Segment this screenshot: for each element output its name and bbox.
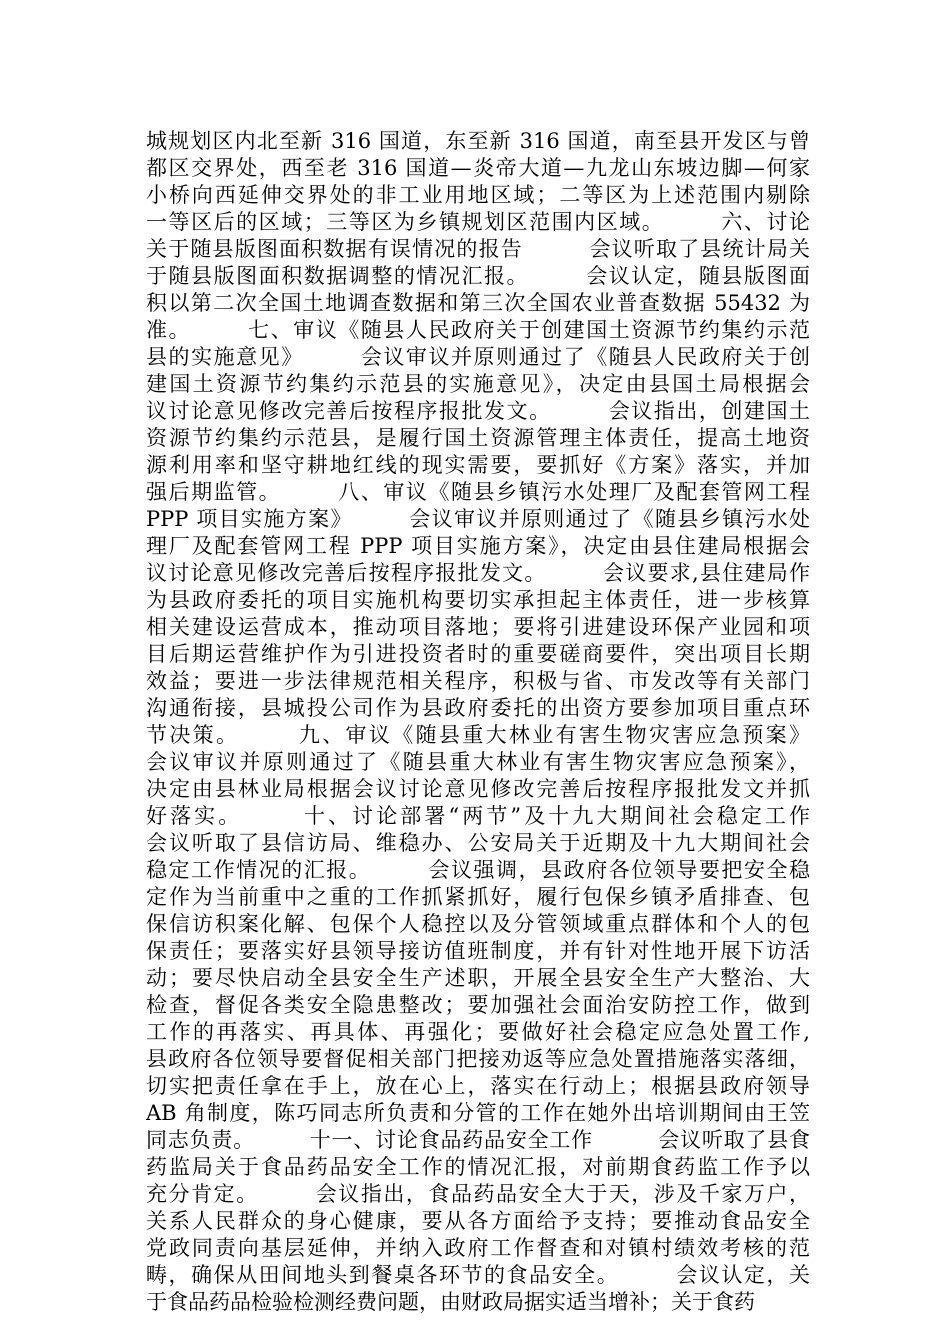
text-line: AB 角制度，陈巧同志所负责和分管的工作在她外出培训期间由王笠 <box>146 1101 810 1125</box>
text-line: 保信访积案化解、包保个人稳控以及分管领域重点群体和个人的包 <box>146 912 810 936</box>
text-line: 于食品药品检验检测经费问题，由财政局据实适当增补；关于食药 <box>146 1290 755 1314</box>
text-line: 畴，确保从田间地头到餐桌各环节的食品安全。 会议认定，关 <box>146 1263 810 1287</box>
text-line: PPP 项目实施方案》 会议审议并原则通过了《随县乡镇污水处 <box>146 507 810 531</box>
text-line: 药监局关于食品药品安全工作的情况汇报，对前期食药监工作予以 <box>146 1155 810 1179</box>
text-line: 党政同责向基层延伸，并纳入政府工作督查和对镇村绩效考核的范 <box>146 1236 810 1260</box>
text-line: 小桥向西延伸交界处的非工业用地区域；二等区为上述范围内剔除 <box>146 183 810 207</box>
text-line: 工作的再落实、再具体、再强化；要做好社会稳定应急处置工作, <box>146 1020 810 1044</box>
text-line: 动；要尽快启动全县安全生产述职，开展全县安全生产大整治、大 <box>146 966 810 990</box>
text-line: 议讨论意见修改完善后按程序报批发文。 会议要求,县住建局作 <box>146 561 810 585</box>
body-text <box>146 128 810 1316</box>
text-line: 稳定工作情况的汇报。 会议强调，县政府各位领导要把安全稳 <box>146 858 810 882</box>
text-line: 目后期运营维护作为引进投资者时的重要磋商要件，突出项目长期 <box>146 642 810 666</box>
text-line: 充分肯定。 会议指出，食品药品安全大于天，涉及千家万户， <box>146 1182 810 1206</box>
text-line: 决定由县林业局根据会议讨论意见修改完善后按程序报批发文并抓 <box>146 777 810 801</box>
text-line: 保责任；要落实好县领导接访值班制度，并有针对性地开展下访活 <box>146 939 810 963</box>
text-line: 都区交界处，西至老 316 国道—炎帝大道—九龙山东坡边脚—何家 <box>146 156 810 180</box>
text-line: 建国土资源节约集约示范县的实施意见》，决定由县国土局根据会 <box>146 372 810 396</box>
text-line: 同志负责。 十一、讨论食品药品安全工作 会议听取了县食 <box>146 1128 810 1152</box>
text-line: 相关建设运营成本，推动项目落地；要将引进建设环保产业园和项 <box>146 615 810 639</box>
text-line: 县政府各位领导要督促相关部门把接劝返等应急处置措施落实落细， <box>146 1047 810 1071</box>
text-line: 准。 七、审议《随县人民政府关于创建国土资源节约集约示范 <box>146 318 810 342</box>
text-line: 定作为当前重中之重的工作抓紧抓好，履行包保乡镇矛盾排查、包 <box>146 885 810 909</box>
text-line: 县的实施意见》 会议审议并原则通过了《随县人民政府关于创 <box>146 345 810 369</box>
text-line: 城规划区内北至新 316 国道，东至新 316 国道，南至县开发区与曾 <box>146 129 810 153</box>
text-line: 源利用率和坚守耕地红线的现实需要，要抓好《方案》落实，并加 <box>146 453 810 477</box>
text-line: 积以第二次全国土地调查数据和第三次全国农业普查数据 55432 为 <box>146 291 810 315</box>
text-line: 节决策。 九、审议《随县重大林业有害生物灾害应急预案》 <box>146 723 810 747</box>
text-line: 一等区后的区域；三等区为乡镇规划区范围内区域。 六、讨论 <box>146 210 810 234</box>
text-line: 会议审议并原则通过了《随县重大林业有害生物灾害应急预案》， <box>146 750 810 774</box>
text-line: 为县政府委托的项目实施机构要切实承担起主体责任，进一步核算 <box>146 588 810 612</box>
text-line: 强后期监管。 八、审议《随县乡镇污水处理厂及配套管网工程 <box>146 480 810 504</box>
text-line: 会议听取了县信访局、维稳办、公安局关于近期及十九大期间社会 <box>146 831 810 855</box>
text-line: 关于随县版图面积数据有误情况的报告 会议听取了县统计局关 <box>146 237 810 261</box>
text-line: 理厂及配套管网工程 PPP 项目实施方案》，决定由县住建局根据会 <box>146 534 810 558</box>
text-line: 关系人民群众的身心健康，要从各方面给予支持；要推动食品安全 <box>146 1209 810 1233</box>
text-line: 检查，督促各类安全隐患整改；要加强社会面治安防控工作，做到 <box>146 993 810 1017</box>
text-line: 好落实。 十、讨论部署“两节”及十九大期间社会稳定工作 <box>146 804 810 828</box>
text-line: 效益；要进一步法律规范相关程序，积极与省、市发改等有关部门 <box>146 669 810 693</box>
text-line: 沟通衔接，县城投公司作为县政府委托的出资方要参加项目重点环 <box>146 696 810 720</box>
text-line: 资源节约集约示范县，是履行国土资源管理主体责任，提高土地资 <box>146 426 810 450</box>
text-line: 议讨论意见修改完善后按程序报批发文。 会议指出，创建国土 <box>146 399 810 423</box>
text-line: 于随县版图面积数据调整的情况汇报。 会议认定，随县版图面 <box>146 264 810 288</box>
text-line: 切实把责任拿在手上，放在心上，落实在行动上；根据县政府领导 <box>146 1074 810 1098</box>
